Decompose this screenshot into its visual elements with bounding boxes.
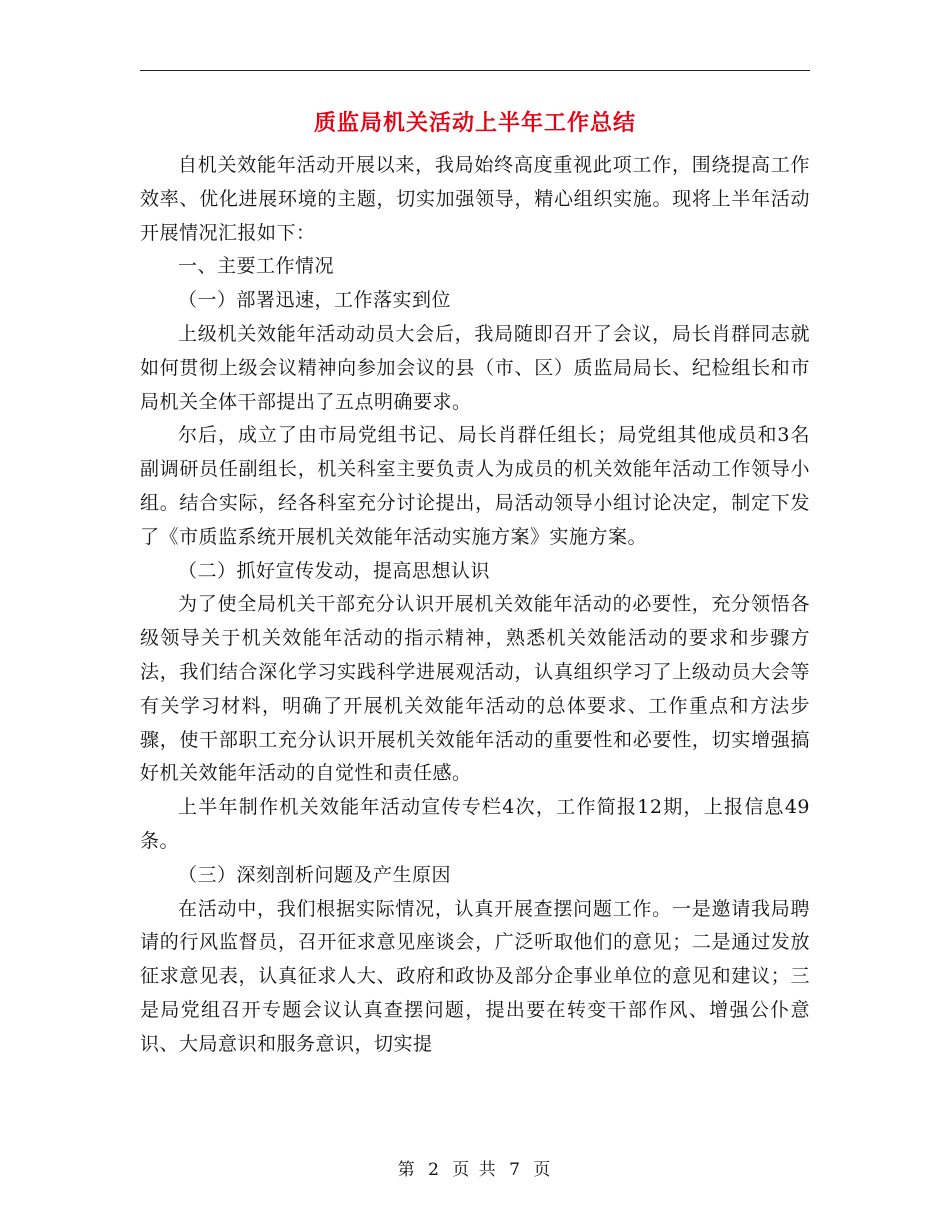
document-title: 质监局机关活动上半年工作总结 bbox=[313, 111, 636, 136]
footer-prefix: 第 bbox=[397, 1160, 417, 1180]
document-body bbox=[140, 149, 810, 1062]
paragraph: 为了使全局机关干部充分认识开展机关效能年活动的必要性，充分领悟各级领导关于机关效能年活动的指示精神，熟悉机关效能活动的要求和步骤方法，我们结合深化学习实践科学进展观活动，认真组织学习了上级动员大会等有关学习材料，明确了开展机关效能年活动的总体要求、工作重点和方法步骤，使干部职工充分认识开展机关效能年活动的重要性和必要性，切实增强搞好机关效能年活动的自觉性和责任感。 bbox=[140, 593, 810, 785]
footer-mid: 页 共 bbox=[452, 1160, 498, 1180]
heading-subsection-1: （一）部署迅速，工作落实到位 bbox=[178, 289, 452, 312]
footer-current-page: 2 bbox=[428, 1160, 441, 1180]
paragraph: 尔后，成立了由市局党组书记、局长肖群任组长；局党组其他成员和3名副调研员任副组长，机关科室主要负责人为成员的机关效能年活动工作领导小组。结合实际，经各科室充分讨论提出，局活动领导小组讨论决定，制定下发了《市质监系统开展机关效能年活动实施方案》实施方案。 bbox=[140, 424, 810, 548]
paragraph-intro: 自机关效能年活动开展以来，我局始终高度重视此项工作，围绕提高工作效率、优化进展环境的主题，切实加强领导，精心组织实施。现将上半年活动开展情况汇报如下： bbox=[140, 154, 810, 244]
page-footer bbox=[0, 1155, 950, 1180]
heading-section-1: 一、主要工作情况 bbox=[178, 255, 335, 278]
paragraph: 上半年制作机关效能年活动宣传专栏4次，工作简报12期，上报信息49条。 bbox=[140, 796, 810, 852]
footer-total-pages: 7 bbox=[509, 1160, 522, 1180]
header-rule bbox=[140, 70, 810, 71]
heading-subsection-2: （二）抓好宣传发动，提高思想认识 bbox=[178, 559, 491, 582]
paragraph: 上级机关效能年活动动员大会后，我局随即召开了会议，局长肖群同志就如何贯彻上级会议精神向参加会议的县（市、区）质监局局长、纪检组长和市局机关全体干部提出了五点明确要求。 bbox=[140, 322, 810, 413]
paragraph: 在活动中，我们根据实际情况，认真开展查摆问题工作。一是邀请我局聘请的行风监督员，召开征求意见座谈会，广泛听取他们的意见；二是通过发放征求意见表，认真征求人大、政府和政协及部分企事业单位的意见和建议；三是局党组召开专题会议认真查摆问题，提出要在转变干部作风、增强公仆意识、大局意识和服务意识，切实提 bbox=[140, 897, 810, 1055]
footer-suffix: 页 bbox=[533, 1160, 553, 1180]
heading-subsection-3: （三）深刻剖析问题及产生原因 bbox=[178, 863, 452, 886]
